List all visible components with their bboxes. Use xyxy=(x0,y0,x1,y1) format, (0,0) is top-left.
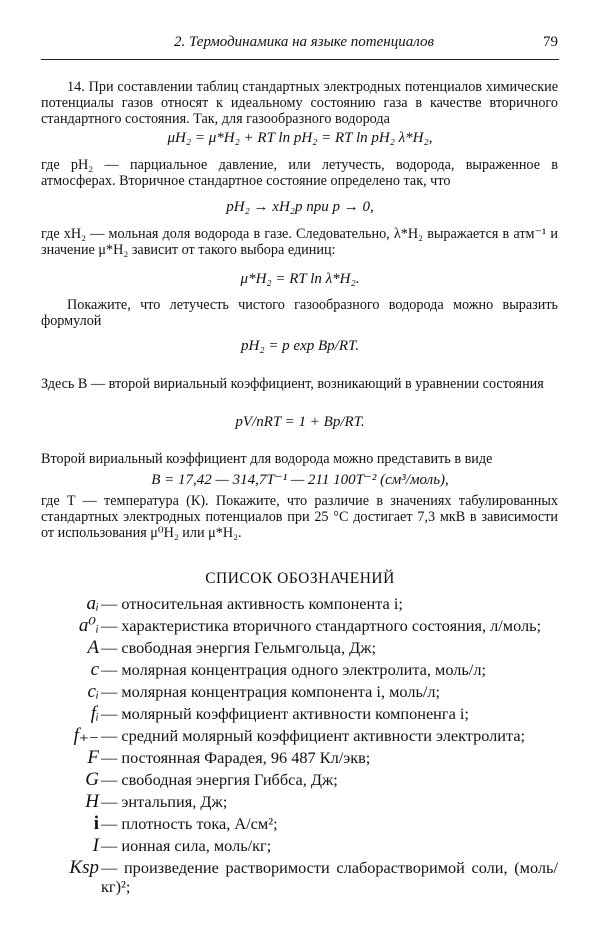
glossary-symbol: A xyxy=(87,637,99,658)
glossary-symbol: fᵢ xyxy=(90,703,99,724)
glossary-symbol: c xyxy=(90,659,99,680)
glossary-symbol: aᵢ xyxy=(86,593,99,614)
page-number: 79 xyxy=(543,34,558,50)
equation-virial-coefficient: B = 17,42 — 314,7T⁻¹ — 211 100T⁻² (см³/моль), xyxy=(151,472,449,488)
chapter-title: 2. Термодинамика на языке потенциалов xyxy=(174,34,434,50)
equation-fugacity: pH₂ = p exp Bp/RT. xyxy=(241,338,359,354)
glossary-item xyxy=(41,792,558,811)
glossary-symbol: H xyxy=(85,791,99,812)
glossary-definition: — свободная энергия Гиббса, Дж; xyxy=(101,770,338,789)
problem-paragraph-7: где T — температура (К). Покажите, что различие в значениях табулированных стандартных электродных потенциалов при 25 °С достигает 7,3 мкВ в зависимости от использования μ⁰H₂ или μ*H₂. xyxy=(41,493,558,541)
glossary-item xyxy=(41,726,558,745)
glossary-definition: — молярный коэффициент активности компоненга i; xyxy=(101,704,469,723)
glossary-item xyxy=(41,616,558,635)
glossary-item xyxy=(41,682,558,701)
glossary-symbol: Ksp xyxy=(69,857,99,878)
problem-paragraph-4: Покажите, что летучесть чистого газообразного водорода можно выразить формулой xyxy=(41,297,558,329)
glossary-definition: — произведение растворимости слаборастворимой соли, (моль/кг)²; xyxy=(101,858,558,896)
running-header xyxy=(41,34,561,54)
glossary-symbol: i xyxy=(93,813,99,834)
glossary-item xyxy=(41,638,558,657)
glossary-symbol: G xyxy=(85,769,99,790)
equation-standard-potential: μ*H₂ = RT ln λ*H₂. xyxy=(240,271,360,287)
glossary-symbol: I xyxy=(92,835,99,856)
glossary-definition: — молярная концентрация одного электролита, моль/л; xyxy=(101,660,486,679)
glossary-definition: — свободная энергия Гельмгольца, Дж; xyxy=(101,638,377,657)
glossary-item xyxy=(41,814,558,833)
problem-paragraph-5: Здесь B — второй вириальный коэффициент, возникающий в уравнении состояния xyxy=(41,376,544,392)
glossary-symbol: f₊₋ xyxy=(73,725,99,746)
glossary-definition: — относительная активность компонента i; xyxy=(101,594,403,613)
glossary-item xyxy=(41,770,558,789)
glossary-definition: — молярная концентрация компонента i, моль/л; xyxy=(101,682,441,701)
glossary-item xyxy=(41,594,558,613)
glossary-title: СПИСОК ОБОЗНАЧЕНИЙ xyxy=(205,570,395,587)
glossary-definition: — характеристика вторичного стандартного состояния, л/моль; xyxy=(101,616,542,635)
glossary-list xyxy=(41,594,558,896)
glossary-item xyxy=(41,660,558,679)
glossary-item xyxy=(41,748,558,767)
glossary-symbol: a⁰ᵢ xyxy=(78,615,99,636)
problem-paragraph-1: 14. При составлении таблиц стандартных электродных потенциалов химические потенциалы газов относят к идеальному состоянию газа в качестве вторичного стандартного состояния. Так, для газообразного водорода xyxy=(41,79,558,127)
glossary-item xyxy=(41,858,558,896)
equation-state: pV/nRT = 1 + Bp/RT. xyxy=(235,414,365,430)
problem-paragraph-2: где pH₂ — парциальное давление, или летучесть, водорода, выраженное в атмосферах. Вторичное стандартное состояние определено так, что xyxy=(41,157,558,189)
header-rule xyxy=(41,59,559,60)
equation-chemical-potential: μH₂ = μ*H₂ + RT ln pH₂ = RT ln pH₂ λ*H₂, xyxy=(167,130,433,146)
glossary-definition: — энтальпия, Дж; xyxy=(101,792,228,811)
problem-paragraph-6: Второй вириальный коэффициент для водорода можно представить в виде xyxy=(41,451,493,467)
glossary-definition: — постоянная Фарадея, 96 487 Кл/экв; xyxy=(101,748,371,767)
glossary-definition: — плотность тока, А/см²; xyxy=(101,814,278,833)
glossary-item xyxy=(41,836,558,855)
glossary-symbol: cᵢ xyxy=(87,681,99,702)
glossary-symbol: F xyxy=(87,747,99,768)
problem-paragraph-3: где xH₂ — мольная доля водорода в газе. Следовательно, λ*H₂ выражается в атм⁻¹ и значение μ*H₂ зависит от такого выбора единиц: xyxy=(41,226,558,258)
glossary-item xyxy=(41,704,558,723)
equation-limit: pH₂ → xH₂p при p → 0, xyxy=(226,199,374,215)
glossary-definition: — средний молярный коэффициент активности электролита; xyxy=(101,726,526,745)
glossary-definition: — ионная сила, моль/кг; xyxy=(101,836,272,855)
